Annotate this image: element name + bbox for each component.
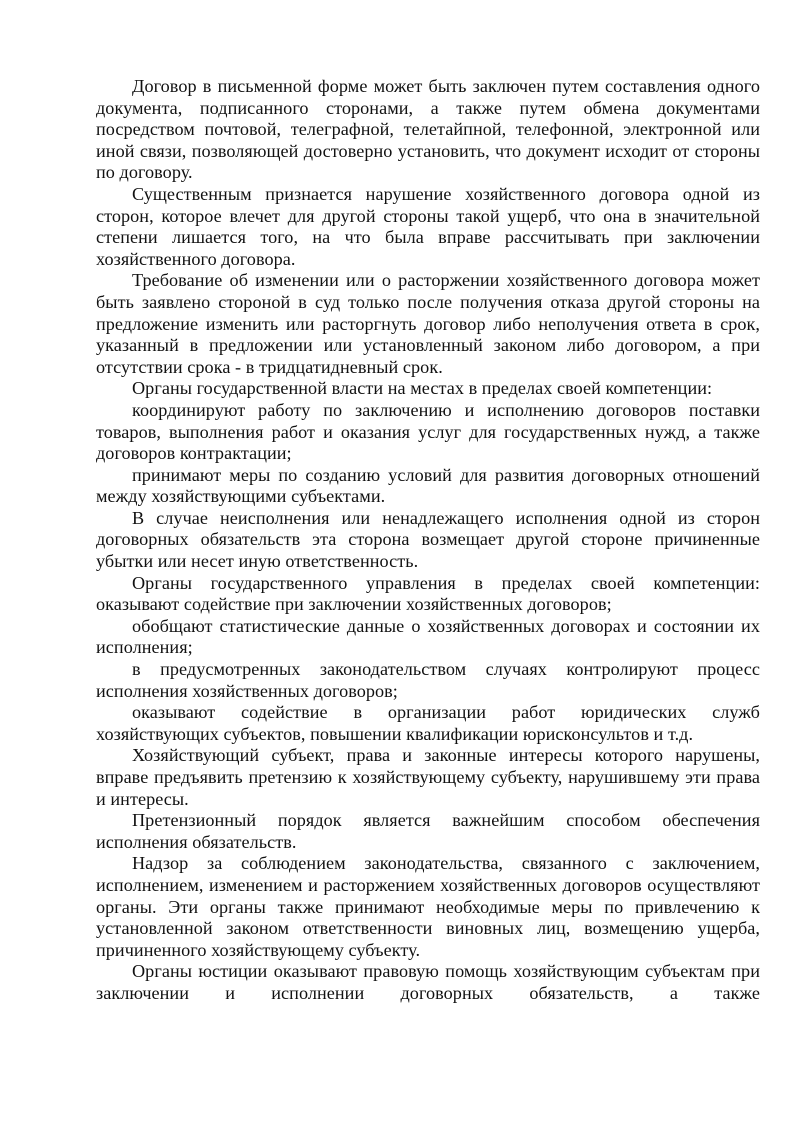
paragraph-non-performance: В случае неисполнения или ненадлежащего исполнения одной из сторон договорных обязательств эта сторона возмещает другой стороне причиненные убытки или несет иную ответственность. (96, 507, 760, 572)
paragraph-change-termination-demand: Требование об изменении или о расторжении хозяйственного договора может быть заявлено стороной в суд только после получения отказа другой стороны на предложение изменить или расторгнуть договор либо неполучения ответа в срок, указанный в предложении или установленный законом либо договором, а при отсутствии срока - в тридцатидневный срок. (96, 270, 760, 377)
paragraph-generalize-statistics: обобщают статистические данные о хозяйственных договорах и состоянии их исполнения; (96, 615, 760, 658)
paragraph-claim-right: Хозяйствующий субъект, права и законные интересы которого нарушены, вправе предъявить претензию к хозяйствующему субъекту, нарушившему эти права и интересы. (96, 745, 760, 809)
document-page (96, 76, 760, 1005)
paragraph-material-breach: Существенным признается нарушение хозяйственного договора одной из сторон, которое влечет для другой стороны такой ущерб, что она в значительной степени лишается того, на что была вправе рассчитывать при заключении хозяйственного договора. (96, 183, 760, 269)
paragraph-justice-bodies: Органы юстиции оказывают правовую помощь хозяйствующим субъектам при заключении и исполнении договорных обязательств, а также (96, 961, 760, 1003)
paragraph-coordinate-work: координируют работу по заключению и исполнению договоров поставки товаров, выполнения работ и оказания услуг для государственных нужд, а также договоров контрактации; (96, 399, 760, 464)
paragraph-contract-written-form: Договор в письменной форме может быть заключен путем составления одного документа, подписанного сторонами, а также путем обмена документами посредством почтовой, телеграфной, телетайпной, телефонной, электронной или иной связи, позволяющей достоверно установить, что документ исходит от стороны по договору. (96, 76, 760, 183)
paragraph-state-management-bodies: Органы государственного управления в пределах своей компетенции: оказывают содействие при заключении хозяйственных договоров; (96, 572, 760, 615)
paragraph-supervision: Надзор за соблюдением законодательства, связанного с заключением, исполнением, изменением и расторжением хозяйственных договоров осуществляют органы. Эти органы также принимают необходимые меры по привлечению к установленной законом ответственности виновных лиц, возмещению ущерба, причиненного хозяйствующему субъекту. (96, 853, 760, 960)
paragraph-control-execution: в предусмотренных законодательством случаях контролируют процесс исполнения хозяйственных договоров; (96, 659, 760, 701)
paragraph-take-measures: принимают меры по созданию условий для развития договорных отношений между хозяйствующими субъектами. (96, 464, 760, 507)
paragraph-legal-services-support: оказывают содействие в организации работ юридических служб хозяйствующих субъектов, повышении квалификации юрисконсультов и т.д. (96, 702, 760, 744)
paragraph-claim-procedure: Претензионный порядок является важнейшим способом обеспечения исполнения обязательств. (96, 810, 760, 852)
paragraph-local-authorities: Органы государственной власти на местах в пределах своей компетенции: (132, 378, 713, 399)
